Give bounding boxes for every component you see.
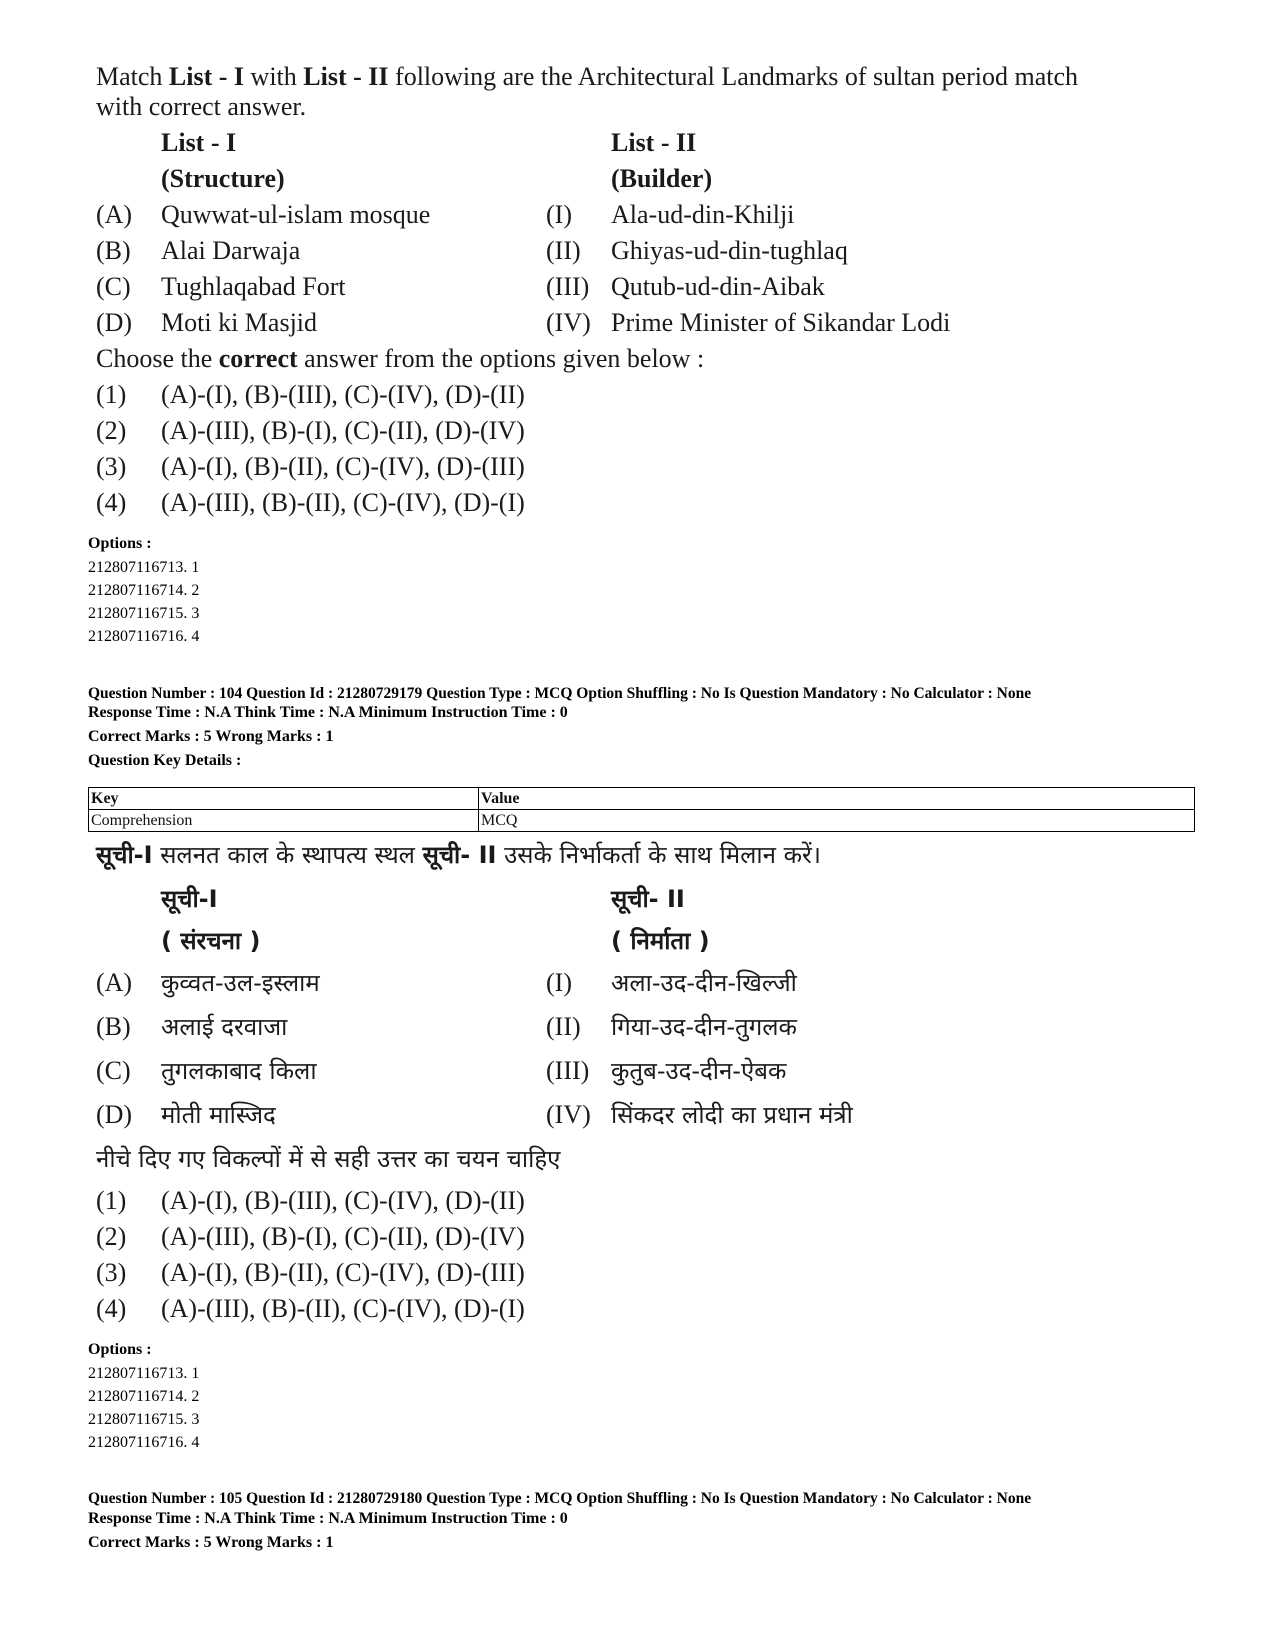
q104-row-label: (C) <box>96 1056 131 1085</box>
q104-row-roman: (III) <box>546 1056 590 1085</box>
q104-meta-line2: Response Time : N.A Think Time : N.A Minimum Instruction Time : 0 <box>88 704 568 721</box>
q103-row-structure: Alai Darwaja <box>161 236 301 265</box>
q103-answer-text: (A)-(I), (B)-(III), (C)-(IV), (D)-(II) <box>161 380 525 409</box>
q103-choose-instruction: Choose the correct answer from the options given below : <box>96 344 705 373</box>
q103-option-item: 212807116713. 1 <box>88 559 200 576</box>
table-cell-key: Comprehension <box>89 810 479 832</box>
q104-answer-text: (A)-(III), (B)-(I), (C)-(II), (D)-(IV) <box>161 1222 525 1251</box>
q104-row-builder: गिया-उद-दीन-तुगलक <box>611 1013 797 1041</box>
q103-answer-number: (2) <box>96 416 127 445</box>
q103-row-builder: Prime Minister of Sikandar Lodi <box>611 308 951 337</box>
q103-answer-text: (A)-(III), (B)-(II), (C)-(IV), (D)-(I) <box>161 488 525 517</box>
q103-list1-subtitle: (Structure) <box>161 164 285 193</box>
q105-meta-line1: Question Number : 105 Question Id : 21280729180 Question Type : MCQ Option Shuffling : No Is Question Mandatory : No Calculator : None <box>88 1490 1032 1507</box>
table-row <box>89 810 1195 832</box>
q103-row-roman: (II) <box>546 236 581 265</box>
q104-answer-text: (A)-(I), (B)-(III), (C)-(IV), (D)-(II) <box>161 1186 525 1215</box>
q104-key-details-table <box>88 787 1195 832</box>
q104-option-item: 212807116714. 2 <box>88 1388 200 1405</box>
q103-list2-ref: List - II <box>303 62 389 91</box>
q104-row-builder: अला-उद-दीन-खिल्जी <box>611 969 797 997</box>
q104-answer-number: (3) <box>96 1258 127 1287</box>
q104-option-item: 212807116715. 3 <box>88 1411 200 1428</box>
q104-option-item: 212807116713. 1 <box>88 1365 200 1382</box>
q103-answer-number: (4) <box>96 488 127 517</box>
q103-list1-ref: List - I <box>168 62 245 91</box>
q103-row-builder: Qutub-ud-din-Aibak <box>611 272 825 301</box>
q104-row-roman: (I) <box>546 968 572 997</box>
q103-answer-text: (A)-(III), (B)-(I), (C)-(II), (D)-(IV) <box>161 416 525 445</box>
q104-intro: सूची-I सलनत काल के स्थापत्य स्थल सूची- II उसके निर्भाकर्ता के साथ मिलान करें। <box>96 841 821 869</box>
q104-option-item: 212807116716. 4 <box>88 1434 200 1451</box>
q103-list2-title: List - II <box>611 128 697 157</box>
q104-row-label: (D) <box>96 1100 133 1129</box>
q103-row-roman: (I) <box>546 200 572 229</box>
q104-row-label: (A) <box>96 968 133 997</box>
q103-row-structure: Moti ki Masjid <box>161 308 318 337</box>
q103-list1-title: List - I <box>161 128 237 157</box>
q103-row-label: (B) <box>96 236 131 265</box>
q104-answer-text: (A)-(I), (B)-(II), (C)-(IV), (D)-(III) <box>161 1258 525 1287</box>
q104-row-label: (B) <box>96 1012 131 1041</box>
q104-row-structure: मोती मास्जिद <box>161 1101 276 1129</box>
q104-options-label: Options : <box>88 1341 152 1358</box>
q104-answer-number: (1) <box>96 1186 127 1215</box>
q104-list1-title: सूची-I <box>161 885 218 913</box>
q103-row-roman: (III) <box>546 272 590 301</box>
q104-row-roman: (II) <box>546 1012 581 1041</box>
q104-row-structure: तुगलकाबाद किला <box>161 1057 317 1085</box>
q104-answer-text: (A)-(III), (B)-(II), (C)-(IV), (D)-(I) <box>161 1294 525 1323</box>
q104-key-details-label: Question Key Details : <box>88 752 242 769</box>
q104-row-structure: अलाई दरवाजा <box>161 1013 288 1041</box>
q103-list2-subtitle: (Builder) <box>611 164 713 193</box>
q103-row-builder: Ghiyas-ud-din-tughlaq <box>611 236 848 265</box>
q104-row-builder: सिंकदर लोदी का प्रधान मंत्री <box>611 1101 853 1129</box>
q103-row-structure: Quwwat-ul-islam mosque <box>161 200 431 229</box>
table-header-value: Value <box>479 788 1195 810</box>
table-header-key: Key <box>89 788 479 810</box>
q103-answer-number: (1) <box>96 380 127 409</box>
q104-list2-subtitle: ( निर्माता ) <box>611 927 710 955</box>
q104-row-builder: कुतुब-उद-दीन-ऐबक <box>611 1057 787 1085</box>
q103-answer-number: (3) <box>96 452 127 481</box>
q104-row-structure: कुव्वत-उल-इस्लाम <box>161 969 320 997</box>
q104-list2-title: सूची- II <box>611 885 685 913</box>
q103-option-item: 212807116715. 3 <box>88 605 200 622</box>
q103-row-structure: Tughlaqabad Fort <box>161 272 346 301</box>
q104-meta-line1: Question Number : 104 Question Id : 21280729179 Question Type : MCQ Option Shuffling : No Is Question Mandatory : No Calculator : None <box>88 685 1032 702</box>
q103-option-item: 212807116714. 2 <box>88 582 200 599</box>
q103-row-builder: Ala-ud-din-Khilji <box>611 200 795 229</box>
q103-answer-text: (A)-(I), (B)-(II), (C)-(IV), (D)-(III) <box>161 452 525 481</box>
q103-intro-line1: Match List - I with List - II following are the Architectural Landmarks of sultan period match <box>96 62 1079 91</box>
q103-row-label: (D) <box>96 308 133 337</box>
q105-marks: Correct Marks : 5 Wrong Marks : 1 <box>88 1534 334 1551</box>
table-row <box>89 788 1195 810</box>
q103-row-label: (C) <box>96 272 131 301</box>
q103-row-label: (A) <box>96 200 133 229</box>
q103-options-label: Options : <box>88 535 152 552</box>
q104-answer-number: (4) <box>96 1294 127 1323</box>
q104-marks: Correct Marks : 5 Wrong Marks : 1 <box>88 728 334 745</box>
q104-answer-number: (2) <box>96 1222 127 1251</box>
q104-row-roman: (IV) <box>546 1100 591 1129</box>
q104-list1-subtitle: ( संरचना ) <box>161 927 261 955</box>
q103-row-roman: (IV) <box>546 308 591 337</box>
q105-meta-line2: Response Time : N.A Think Time : N.A Minimum Instruction Time : 0 <box>88 1510 568 1527</box>
q103-option-item: 212807116716. 4 <box>88 628 200 645</box>
table-cell-value: MCQ <box>479 810 1195 832</box>
q104-choose-instruction: नीचे दिए गए विकल्पों में से सही उत्तर का चयन चाहिए <box>96 1145 561 1173</box>
q103-intro-line2: with correct answer. <box>96 92 307 121</box>
